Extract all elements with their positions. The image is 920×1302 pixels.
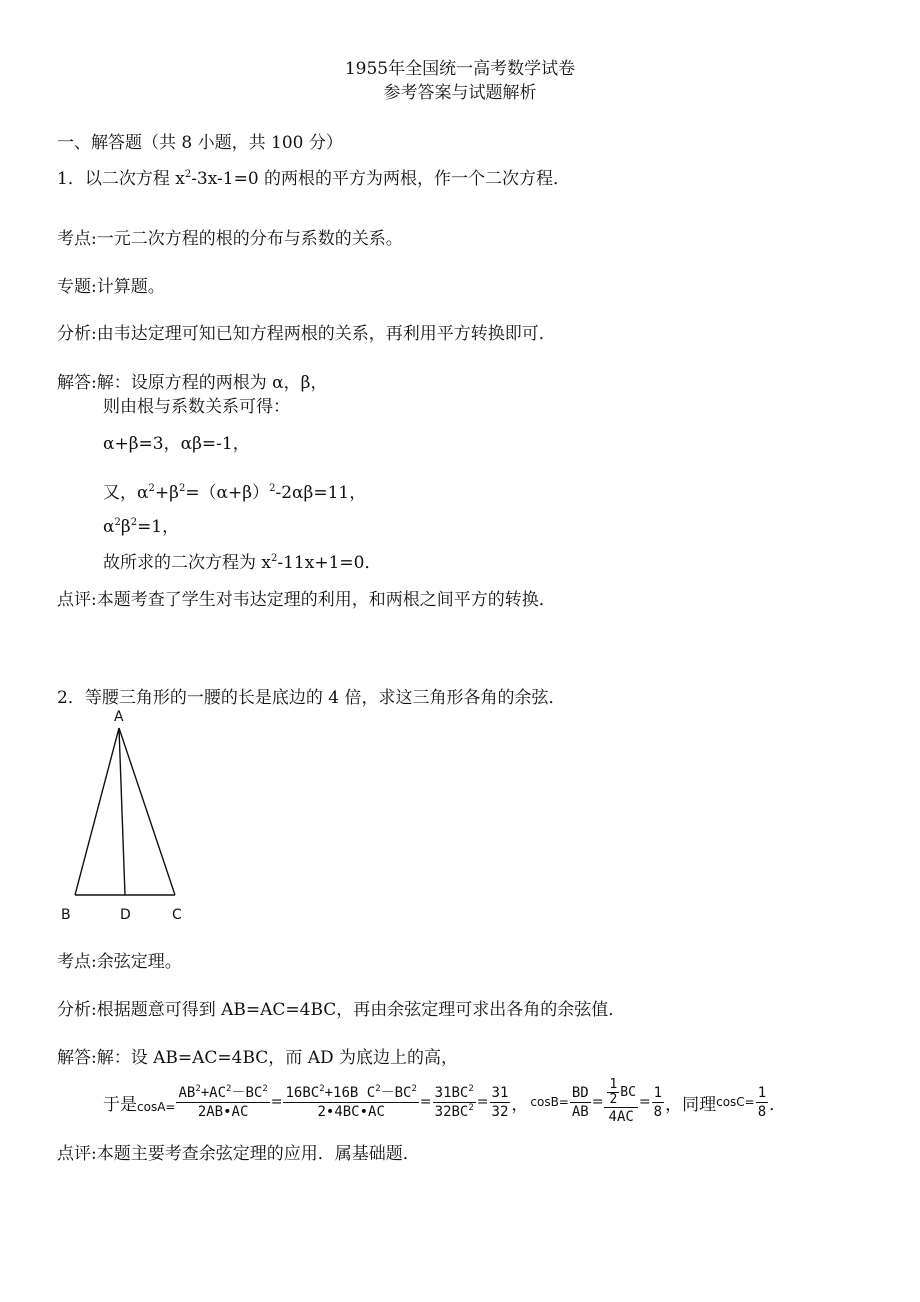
q1-fenxi: 分析:由韦达定理可知已知方程两根的关系，再利用平方转换即可． (57, 324, 556, 344)
side-ac (119, 728, 175, 895)
section-heading: 一、解答题（共 8 小题，共 100 分） (57, 133, 343, 153)
q2-fenxi: 分析:根据题意可得到 AB=AC=4BC，再由余弦定理可求出各角的余弦值． (57, 1000, 626, 1020)
q2-stem: 2．等腰三角形的一腰的长是底边的 4 倍，求这三角形各角的余弦． (57, 688, 566, 708)
vertex-c-label: C (172, 907, 182, 923)
isosceles-triangle-figure (55, 706, 195, 926)
vertex-a-label: A (114, 709, 124, 725)
cosA-label: cosA= (137, 1100, 176, 1114)
cosA-fraction-3: $\frac{31BC^2}{32BC^2}$ (434, 1083, 474, 1120)
q1-jieda-l3: α+β=3，αβ=-1， (103, 434, 250, 454)
q1-jieda-l5: $\alpha^2\beta^2=1$， (103, 517, 180, 537)
cosine-equation-row: 于是 cosA= $\frac{AB^2+AC^2-BC^2}{2AB•AC}$ = $\frac{16BC^2+16B C^2-BC^2}{2•4BC•AC}$ = $\frac{31BC^2}{32BC^2}$ = $\frac{31}{32}$ ， cosB= $\frac{BD}{AB}$ = $\frac{1}{2}$ BC 4AC = $\frac{1}{8}$ ，同理 cosC= $\frac{1}{8}$ ． (103, 1077, 787, 1125)
q2-dianping: 点评:本题主要考查余弦定理的应用．属基础题． (57, 1144, 420, 1164)
q1-jieda-l6: 故所求的二次方程为 $x^2-11x+1=0$． (103, 553, 382, 573)
side-ab (75, 728, 119, 895)
cosB-label: cosB= (530, 1095, 569, 1109)
vertex-b-label: B (61, 907, 71, 923)
cosC-label: cosC= (716, 1095, 755, 1109)
q1-jieda-l4: 又，$\alpha^2+\beta^2=(\alpha+\beta)^2-2\alpha\beta=11$， (103, 483, 367, 503)
q1-kaodian: 考点:一元二次方程的根的分布与系数的关系。 (57, 229, 403, 249)
cosB-fraction-3: $\frac{1}{8}$ (653, 1084, 663, 1120)
segment-ad (119, 728, 125, 895)
cosB-fraction-2: $\frac{1}{2}$ BC 4AC (604, 1078, 637, 1126)
q1-stem: 1．以二次方程 $x^2-3x-1=0$ 的两根的平方为两根，作一个二次方程． (57, 169, 571, 189)
q2-kaodian: 考点:余弦定理。 (57, 952, 182, 972)
cosC-fraction: $\frac{1}{8}$ (757, 1084, 767, 1120)
q2-jieda-l1: 解答:解：设 AB=AC=4BC，而 AD 为底边上的高， (57, 1048, 459, 1068)
cosA-fraction-4: $\frac{31}{32}$ (491, 1084, 509, 1120)
q1-jieda-l1: 解答:解：设原方程的两根为 α，β， (57, 373, 328, 393)
cosB-fraction-1: $\frac{BD}{AB}$ (571, 1084, 589, 1120)
page-title: 1955年全国统一高考数学试卷 (344, 59, 576, 79)
q1-jieda-l2: 则由根与系数关系可得： (103, 397, 290, 417)
q1-dianping: 点评:本题考查了学生对韦达定理的利用，和两根之间平方的转换． (57, 590, 556, 610)
cosA-fraction-1: $\frac{AB^2+AC^2-BC^2}{2AB•AC}$ (178, 1083, 268, 1120)
point-d-label: D (120, 907, 131, 923)
page-subtitle: 参考答案与试题解析 (383, 83, 537, 103)
cosA-fraction-2: $\frac{16BC^2+16B C^2-BC^2}{2•4BC•AC}$ (285, 1083, 417, 1120)
q1-zhuanti: 专题:计算题。 (57, 277, 165, 297)
